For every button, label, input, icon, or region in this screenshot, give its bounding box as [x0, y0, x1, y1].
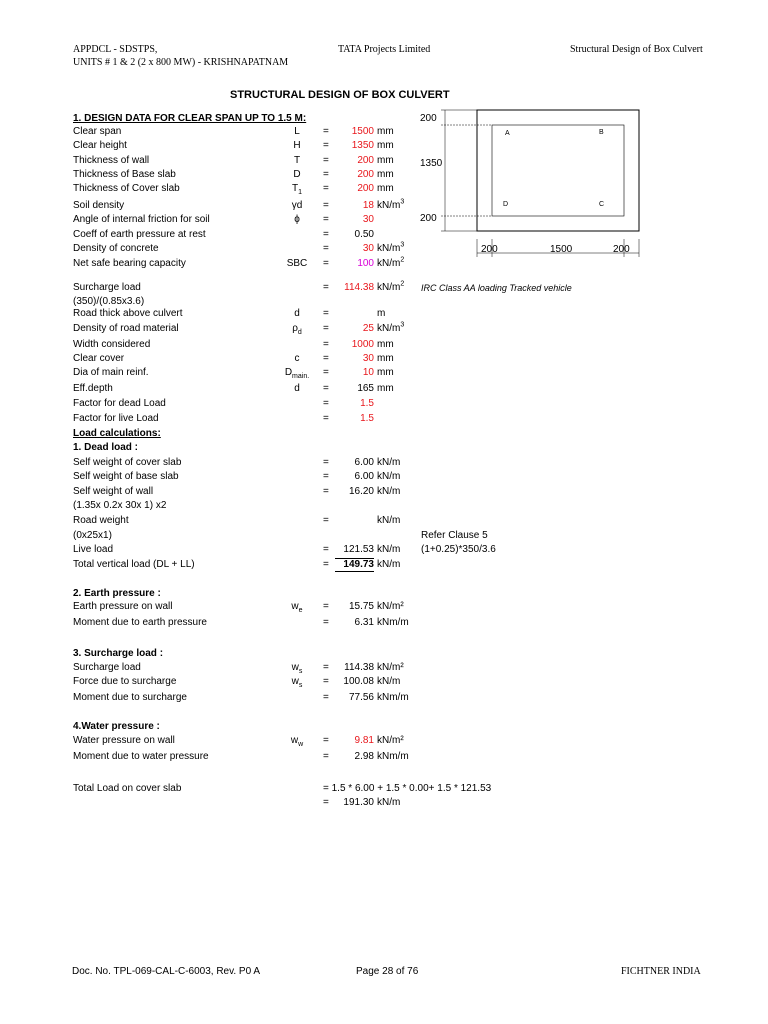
value: 114.38: [344, 662, 374, 673]
value: 100: [357, 258, 374, 269]
equals: =: [323, 544, 329, 555]
equals: =: [323, 383, 329, 394]
row-cover-self-weight: [0, 456, 768, 470]
unit: kNm/m: [377, 751, 409, 762]
value: 30: [362, 214, 374, 225]
unit: kN/m: [377, 486, 401, 497]
value: 121.53: [343, 544, 374, 555]
symbol: T: [293, 155, 301, 166]
equals: =: [323, 353, 329, 364]
label: Density of concrete: [73, 243, 159, 254]
label: Net safe bearing capacity: [73, 258, 186, 269]
label: Force due to surcharge: [73, 676, 177, 687]
dim-top-label: 200: [420, 113, 437, 124]
equals: =: [323, 140, 329, 151]
value: 1500: [351, 126, 374, 137]
value: 1350: [351, 140, 374, 151]
value: 200: [357, 169, 374, 180]
formula: = 1.5 * 6.00 + 1.5 * 0.00+ 1.5 * 121.53: [323, 783, 492, 794]
equals: =: [323, 676, 329, 687]
value: 2.98: [354, 751, 374, 762]
row-clear-height: [0, 139, 768, 153]
unit: mm: [377, 126, 394, 137]
row-total-cover-value: [0, 796, 768, 810]
label: Total vertical load (DL + LL): [73, 559, 195, 570]
symbol: $w_e$: [291, 601, 303, 614]
row-earth-pressure: [0, 600, 768, 614]
corner-c-label: C: [599, 201, 605, 208]
equals: =: [323, 258, 329, 269]
footer-page: Page 28 of 76: [356, 966, 419, 977]
unit: mm: [377, 140, 394, 151]
label: Total Load on cover slab: [73, 783, 182, 794]
equals: =: [323, 751, 329, 762]
symbol: $w_s$: [291, 676, 303, 689]
header-company: TATA Projects Limited: [338, 44, 431, 55]
label: Surcharge load: [73, 662, 141, 673]
equals: =: [323, 398, 329, 409]
header-units: UNITS # 1 & 2 (2 x 800 MW) - KRISHNAPATNAM: [73, 57, 289, 68]
label: Angle of internal friction for soil: [73, 214, 210, 225]
equals: =: [323, 601, 329, 612]
label: Road thick above culvert: [73, 308, 183, 319]
footer-doc-no: Doc. No. TPL-069-CAL-C-6003, Rev. P0 A: [72, 966, 261, 977]
header-doc-title: Structural Design of Box Culvert: [570, 44, 703, 55]
value: 6.00: [354, 471, 374, 482]
equals: =: [323, 183, 329, 194]
label: Moment due to earth pressure: [73, 617, 207, 628]
row-clear-span: [0, 125, 768, 139]
value: 6.31: [354, 617, 374, 628]
value: 114.38: [344, 282, 374, 293]
symbol: SBC: [286, 258, 308, 269]
unit: kNm/m: [377, 692, 409, 703]
row-factor-live: [0, 412, 768, 426]
row-surcharge-moment: [0, 691, 768, 705]
row-earth-moment: [0, 616, 768, 630]
value: 149.73: [335, 558, 374, 572]
row-wall-thickness: [0, 154, 768, 168]
row-total-vertical: [0, 558, 768, 572]
label: Surcharge load: [73, 282, 141, 293]
label: Thickness of Cover slab: [73, 183, 180, 194]
unit: kN/m²: [377, 662, 404, 673]
label: Self weight of wall: [73, 486, 154, 497]
unit: mm: [377, 169, 394, 180]
equals: =: [323, 126, 329, 137]
unit: kN/m²: [377, 735, 404, 746]
label: Thickness of Base slab: [73, 169, 176, 180]
symbol: L: [294, 126, 300, 137]
row-road-thick: [0, 307, 768, 321]
unit: kN/m: [377, 544, 401, 555]
row-water-pressure: [0, 734, 768, 748]
row-road-density: [0, 322, 768, 336]
note: IRC Class AA loading Tracked vehicle: [421, 283, 572, 293]
unit: mm: [377, 353, 394, 364]
note: (1+0.25)*350/3.6: [421, 544, 496, 555]
equals: =: [323, 339, 329, 350]
header-client: APPDCL - SDSTPS,: [73, 44, 158, 55]
equals: =: [323, 169, 329, 180]
unit: mm: [377, 339, 394, 350]
symbol: $T_1$: [291, 183, 302, 196]
label: Coeff of earth pressure at rest: [73, 229, 206, 240]
unit: $kN/m^3$: [377, 321, 405, 334]
row-load-calc-heading: [0, 427, 768, 441]
corner-a-label: A: [505, 130, 510, 137]
label: Self weight of base slab: [73, 471, 179, 482]
unit: mm: [377, 155, 394, 166]
unit: kN/m: [377, 515, 401, 526]
unit: mm: [377, 367, 394, 378]
label: Thickness of wall: [73, 155, 150, 166]
row-base-thickness: [0, 168, 768, 182]
value: 0.50: [354, 229, 374, 240]
symbol: $w_w$: [290, 735, 304, 748]
corner-d-label: D: [503, 201, 509, 208]
dim-right-label: 200: [613, 244, 630, 255]
dim-left-label: 200: [481, 244, 498, 255]
label: Road weight: [73, 515, 129, 526]
row-sbc: [0, 257, 768, 271]
row-earth-heading: [0, 587, 768, 601]
unit: kNm/m: [377, 617, 409, 628]
label: Dia of main reinf.: [73, 367, 149, 378]
unit: m: [377, 308, 386, 319]
value: 77.56: [348, 692, 374, 703]
unit: kN/m: [377, 457, 401, 468]
value: 165: [357, 383, 374, 394]
heading: 2. Earth pressure :: [73, 588, 161, 599]
label: Clear cover: [73, 353, 125, 364]
label: Density of road material: [73, 323, 179, 334]
unit: kN/m: [377, 676, 401, 687]
label: (1.35x 0.2x 30x 1) x2: [73, 500, 167, 511]
row-surcharge-load2: [0, 661, 768, 675]
equals: =: [323, 323, 329, 334]
symbol: γd: [291, 200, 303, 211]
symbol: ϕ: [294, 214, 300, 225]
value: 1000: [351, 339, 374, 350]
row-factor-dead: [0, 397, 768, 411]
page-title: STRUCTURAL DESIGN OF BOX CULVERT: [230, 89, 450, 101]
outer-box: [477, 110, 639, 231]
row-wall-calc: [0, 499, 768, 513]
value: 18: [362, 200, 374, 211]
equals: =: [323, 662, 329, 673]
unit: kN/m²: [377, 601, 404, 612]
unit: $kN/m^2$: [377, 256, 405, 269]
row-surcharge-load: [0, 281, 768, 295]
label: Clear height: [73, 140, 127, 151]
value: 15.75: [348, 601, 374, 612]
equals: =: [323, 692, 329, 703]
label: (350)/(0.85x3.6): [73, 296, 145, 307]
row-coeff-earth-pressure: [0, 228, 768, 242]
label: Water pressure on wall: [73, 735, 175, 746]
label: Clear span: [73, 126, 122, 137]
unit: mm: [377, 183, 394, 194]
equals: =: [323, 486, 329, 497]
row-width: [0, 338, 768, 352]
unit: $kN/m^3$: [377, 198, 405, 211]
row-live-load: [0, 543, 768, 557]
value: 9.81: [354, 735, 374, 746]
value: 200: [357, 183, 374, 194]
row-surcharge-heading: [0, 647, 768, 661]
symbol: H: [293, 140, 301, 151]
label: Live load: [73, 544, 114, 555]
value: 25: [362, 323, 374, 334]
heading: 4.Water pressure :: [73, 721, 160, 732]
equals: =: [323, 282, 329, 293]
symbol: D: [293, 169, 301, 180]
unit: $kN/m^2$: [377, 280, 405, 293]
symbol: $w_s$: [291, 662, 303, 675]
symbol: $D_{main.}$: [284, 367, 310, 380]
row-surcharge-force: [0, 675, 768, 689]
equals: =: [323, 229, 329, 240]
value: 30: [362, 353, 374, 364]
row-water-moment: [0, 750, 768, 764]
value: 191.30: [343, 797, 374, 808]
label: Self weight of cover slab: [73, 457, 182, 468]
row-road-calc: [0, 529, 768, 543]
equals: =: [323, 413, 329, 424]
label: Moment due to water pressure: [73, 751, 209, 762]
row-base-self-weight: [0, 470, 768, 484]
value: 1.5: [360, 413, 374, 424]
equals: =: [323, 214, 329, 225]
equals: =: [323, 367, 329, 378]
label: (0x25x1): [73, 530, 112, 541]
unit: mm: [377, 383, 394, 394]
equals: =: [323, 155, 329, 166]
row-dia-main: [0, 366, 768, 380]
heading: Load calculations:: [73, 428, 161, 439]
label: Eff.depth: [73, 383, 113, 394]
symbol: d: [294, 383, 300, 394]
equals: =: [323, 308, 329, 319]
row-wall-self-weight: [0, 485, 768, 499]
equals: =: [323, 617, 329, 628]
symbol: c: [294, 353, 300, 364]
unit: kN/m: [377, 797, 401, 808]
footer-company: FICHTNER INDIA: [621, 966, 701, 977]
equals: =: [323, 515, 329, 526]
row-road-weight: [0, 514, 768, 528]
dim-height-label: 1350: [420, 158, 443, 169]
value: 200: [357, 155, 374, 166]
value: 10: [362, 367, 374, 378]
equals: =: [323, 735, 329, 746]
label: Earth pressure on wall: [73, 601, 173, 612]
row-cover-thickness: [0, 182, 768, 196]
label: Width considered: [73, 339, 151, 350]
refer-note: Refer Clause 5: [421, 530, 488, 541]
dim-span-label: 1500: [550, 244, 573, 255]
value: 30: [362, 243, 374, 254]
heading: 1. Dead load :: [73, 442, 139, 453]
unit: kN/m: [377, 471, 401, 482]
label: Soil density: [73, 200, 125, 211]
section-design-data: 1. DESIGN DATA FOR CLEAR SPAN UP TO 1.5 M:: [73, 113, 307, 124]
inner-box: [492, 125, 624, 216]
equals: =: [323, 559, 329, 570]
box-culvert-diagram: [415, 105, 645, 265]
heading: 3. Surcharge load :: [73, 648, 164, 659]
row-water-heading: [0, 720, 768, 734]
row-dead-heading: [0, 441, 768, 455]
value: 6.00: [354, 457, 374, 468]
value: 1.5: [360, 398, 374, 409]
corner-b-label: B: [599, 129, 604, 136]
equals: =: [323, 457, 329, 468]
equals: =: [323, 471, 329, 482]
unit: kN/m: [377, 559, 401, 570]
equals: =: [323, 243, 329, 254]
symbol: $\rho_d$: [292, 323, 302, 336]
equals: =: [323, 797, 329, 808]
row-clear-cover: [0, 352, 768, 366]
equals: =: [323, 200, 329, 211]
dim-bottom-label: 200: [420, 213, 437, 224]
row-soil-density: [0, 199, 768, 213]
row-eff-depth: [0, 382, 768, 396]
symbol: d: [294, 308, 300, 319]
value: 16.20: [348, 486, 374, 497]
label: Factor for dead Load: [73, 398, 166, 409]
row-total-cover-load: [0, 782, 768, 796]
value: 100.08: [343, 676, 374, 687]
row-concrete-density: [0, 242, 768, 256]
label: Factor for live Load: [73, 413, 159, 424]
unit: $kN/m^3$: [377, 241, 405, 254]
label: Moment due to surcharge: [73, 692, 187, 703]
row-friction-angle: [0, 213, 768, 227]
